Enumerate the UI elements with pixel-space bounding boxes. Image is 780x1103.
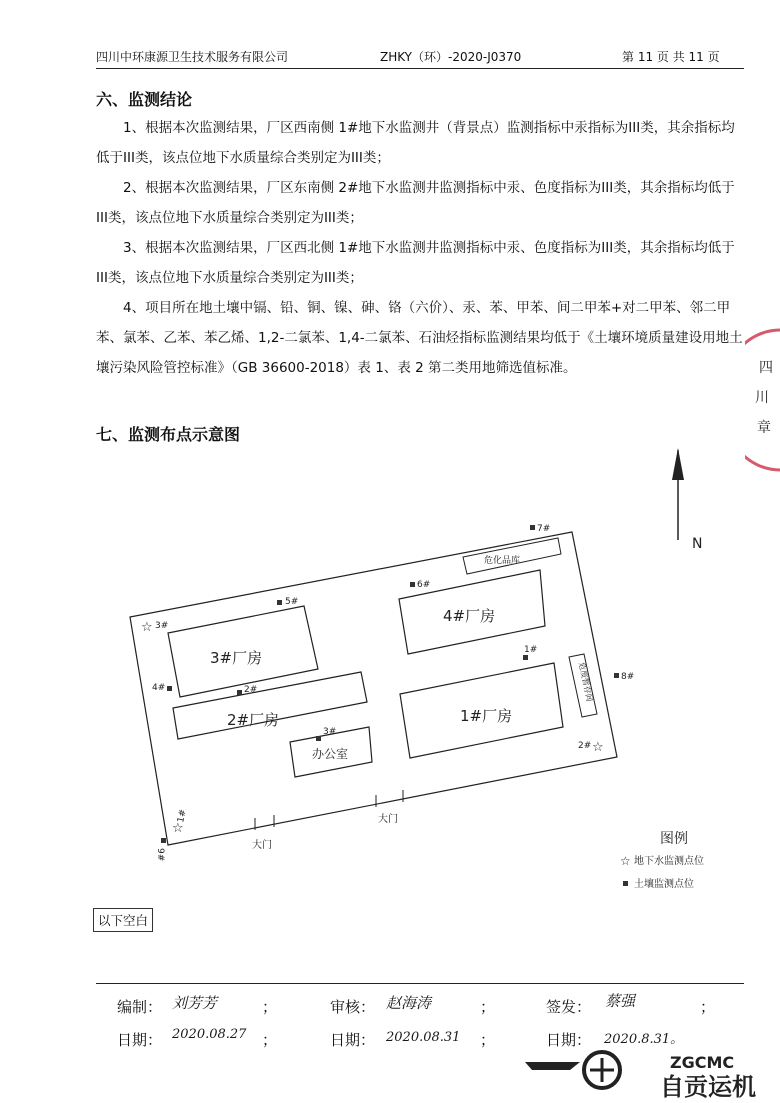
north-label: N <box>692 536 703 552</box>
conclusion-paragraph: 1、根据本次监测结果，厂区西南侧 1#地下水监测井（背景点）监测指标中汞指标为III类，其余指标均低于III类，该点位地下水质量综合类别定为III类； <box>96 120 735 166</box>
building-3-label: 3#厂房 <box>210 649 263 667</box>
compile-date-label: 日期： <box>117 1031 163 1049</box>
watermark-cjk: 自贡运机 <box>660 1073 756 1100</box>
approve-date-label: 日期： <box>546 1031 592 1049</box>
building-3 <box>168 606 318 697</box>
official-seal <box>745 320 780 480</box>
star-icon: ☆ <box>141 620 153 635</box>
groundwater-point-3 <box>141 620 168 635</box>
reviewer-label: 审核： <box>330 998 376 1016</box>
separator: ； <box>262 1031 278 1049</box>
north-arrow <box>672 448 702 552</box>
review-date-label: 日期： <box>330 1031 376 1049</box>
soil-point-8 <box>614 672 634 682</box>
soil-point-7 <box>530 524 550 534</box>
gate-east <box>376 790 403 825</box>
svg-text:3#: 3# <box>155 621 169 631</box>
soil-point-9 <box>155 838 166 861</box>
reviewer-signature: 赵海涛 <box>386 994 432 1012</box>
groundwater-point-1 <box>172 809 189 836</box>
page-info: 第 11 页 共 11 页 <box>622 50 720 64</box>
building-1-label: 1#厂房 <box>460 707 513 725</box>
office-label: 办公室 <box>312 747 349 761</box>
blank-below-note: 以下空白 <box>93 908 153 932</box>
company-name: 四川中环康源卫生技术服务有限公司 <box>96 50 289 64</box>
soil-point-6 <box>410 580 430 590</box>
star-icon: ☆ <box>592 740 604 755</box>
groundwater-point-2 <box>578 740 604 755</box>
section7-title: 七、监测布点示意图 <box>96 425 241 444</box>
star-icon: ☆ <box>172 821 184 836</box>
approver-label: 签发： <box>546 998 592 1016</box>
legend-soil: 土壤监测点位 <box>634 879 694 890</box>
svg-text:7#: 7# <box>537 524 551 534</box>
approver-signature: 蔡强 <box>605 992 636 1010</box>
svg-text:1#: 1# <box>524 645 538 655</box>
building-1 <box>400 663 563 758</box>
svg-text:2#: 2# <box>244 685 258 695</box>
approve-date: 2020.8.31。 <box>604 1032 684 1047</box>
svg-text:章: 章 <box>757 420 771 436</box>
svg-text:3#: 3# <box>323 727 337 737</box>
conclusion-paragraph: 2、根据本次监测结果，厂区东南侧 2#地下水监测井监测指标中汞、色度指标为III类，其余指标均低于III类，该点位地下水质量综合类别定为III类； <box>96 180 735 226</box>
separator: ； <box>480 998 496 1016</box>
gate-label: 大门 <box>378 814 398 825</box>
conclusion-paragraph: 3、根据本次监测结果，厂区西北侧 1#地下水监测井监测指标中汞、色度指标为III类，其余指标均低于III类，该点位地下水质量综合类别定为III类； <box>96 240 735 286</box>
svg-text:6#: 6# <box>417 580 431 590</box>
building-2-label: 2#厂房 <box>227 711 280 729</box>
compile-date: 2020.08.27 <box>172 1027 247 1042</box>
svg-text:5#: 5# <box>285 597 299 607</box>
svg-text:8#: 8# <box>621 672 635 682</box>
gate-west <box>252 815 274 851</box>
svg-text:川: 川 <box>755 390 769 406</box>
soil-point-1 <box>523 645 537 660</box>
svg-text:4#: 4# <box>152 683 166 693</box>
watermark-latin: ZGCMC <box>670 1053 735 1072</box>
compiler-signature: 刘芳芳 <box>172 994 218 1012</box>
separator: ； <box>480 1031 496 1049</box>
warehouse-label: 危化品库 <box>484 556 521 566</box>
legend <box>620 831 704 890</box>
legend-groundwater: 地下水监测点位 <box>634 856 704 867</box>
separator: ； <box>700 998 716 1016</box>
hazardous-waste-room <box>569 654 597 717</box>
side-room-label: 危废暂存间 <box>577 661 595 703</box>
soil-point-5 <box>277 597 298 607</box>
gate-label: 大门 <box>252 840 272 851</box>
svg-text:四: 四 <box>759 360 773 376</box>
separator: ； <box>262 998 278 1016</box>
square-icon <box>623 881 628 886</box>
section6-title: 六、监测结论 <box>96 90 193 109</box>
soil-point-2 <box>237 685 257 695</box>
svg-text:2#: 2# <box>578 741 592 751</box>
building-4-label: 4#厂房 <box>443 607 496 625</box>
watermark-logo <box>520 1040 770 1100</box>
legend-title: 图例 <box>660 831 688 847</box>
review-date: 2020.08.31 <box>386 1030 461 1045</box>
conclusion-paragraph: 4、项目所在地土壤中镉、铅、铜、镍、砷、铬（六价）、汞、苯、甲苯、间二甲苯+对二甲苯、邻二甲苯、氯苯、乙苯、苯乙烯、1,2-二氯苯、1,4-二氯苯、石油烃指标监测结果均低于《土壤环境质量建设用地土壤污染风险管控标准》（GB 36600-2018）表 1、表 2 第二类用地筛选值标准。 <box>96 300 743 376</box>
star-icon: ☆ <box>620 854 631 868</box>
report-number: ZHKY（环）-2020-J0370 <box>380 50 522 64</box>
signature-divider <box>96 983 744 984</box>
svg-text:9#: 9# <box>155 848 165 862</box>
compiler-label: 编制： <box>117 998 163 1016</box>
soil-point-4 <box>152 683 172 693</box>
svg-text:1#: 1# <box>176 808 189 824</box>
